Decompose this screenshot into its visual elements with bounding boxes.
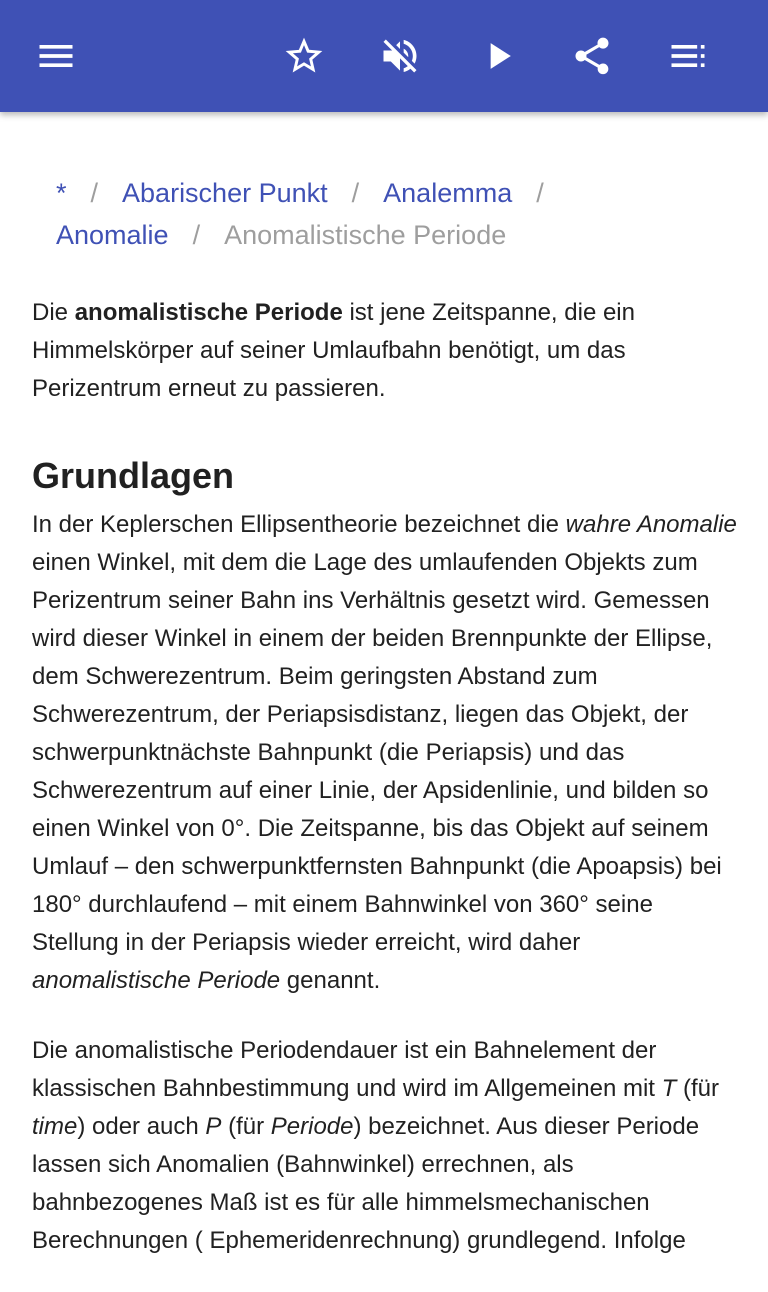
italic-term: time [32,1113,78,1140]
section-paragraph-2 [32,1032,740,1260]
breadcrumb-separator: / [90,178,99,208]
share-button[interactable] [564,28,620,84]
text-run: ) oder auch [77,1113,206,1140]
menu-button[interactable] [28,28,84,84]
intro-paragraph [32,294,740,408]
text-run: In der Keplerschen Ellipsentheorie bezeichnet die [32,511,566,538]
article-content [32,172,740,1292]
breadcrumb-separator: / [192,220,201,250]
text-run: (für [676,1075,719,1102]
contents-button[interactable] [660,28,716,84]
mute-button[interactable] [372,28,428,84]
italic-term: wahre Anomalie [565,511,737,538]
text-run: genannt. [280,967,381,994]
italic-term: anomalistische Periode [32,967,281,994]
breadcrumb-current: Anomalistische Periode [224,220,507,250]
text-run: Die anomalistische Periodendauer ist ein Bahnelement der klassischen Bahnbestimmung und wird im Allgemeinen mit [32,1037,662,1102]
text-run: ist jene Zeitspanne, die ein Himmelskörper auf seiner Umlaufbahn benötigt, um das Perizentrum erneut zu passieren. [32,299,635,402]
play-icon [476,34,520,78]
playlist-icon [666,34,710,78]
breadcrumb-item-analemma[interactable]: Analemma [383,178,513,208]
text-run: einen Winkel, mit dem die Lage des umlaufenden Objekts zum Perizentrum seiner Bahn ins Verhältnis gesetzt wird. Gemessen wird dieser Winkel in einem der beiden Brennpunkte der Ellipse, dem Schwerezentrum. Beim geringsten Abstand zum Schwerezentrum, der Periapsisdistanz, liegen das Objekt, der schwerpunktnächste Bahnpunkt (die Periapsis) und das Schwerezentrum auf einer Linie, der Apsidenlinie, und bilden so einen Winkel von 0°. Die Zeitspanne, bis das Objekt auf seinem Umlauf – den schwerpunktfernsten Bahnpunkt (die Apoapsis) bei 180° durchlaufend – mit einem Bahnwinkel von 360° seine Stellung in der Periapsis wieder erreicht, wird daher [32,549,722,956]
italic-term: Periode [270,1113,354,1140]
menu-icon [34,34,78,78]
section-paragraph-1 [32,506,740,1000]
favorite-button[interactable] [276,28,332,84]
breadcrumb-separator: / [536,178,544,208]
play-button[interactable] [470,28,526,84]
breadcrumb-item-root[interactable]: * [56,178,67,208]
italic-term: T [661,1075,677,1102]
volume-off-icon [378,34,422,78]
breadcrumb-item-abarischer-punkt[interactable]: Abarischer Punkt [122,178,328,208]
breadcrumb-item-anomalie[interactable]: Anomalie [56,220,169,250]
app-bar [0,0,768,112]
breadcrumb-separator: / [351,178,360,208]
share-icon [570,34,614,78]
bold-term: anomalistische Periode [74,299,343,326]
star-outline-icon [282,34,326,78]
breadcrumb [56,172,740,256]
text-run: (für [221,1113,271,1140]
text-run: ) bezeichnet. Aus dieser Periode lassen sich Anomalien (Bahnwinkel) errechnen, als bahnbezogenes Maß ist es für alle himmelsmechanischen Berechnungen ( Ephemeridenrechnung) grundlegend. Infolge [32,1113,700,1254]
italic-term: P [205,1113,222,1140]
section-heading: Grundlagen [32,455,235,496]
text-run: Die [32,299,75,326]
